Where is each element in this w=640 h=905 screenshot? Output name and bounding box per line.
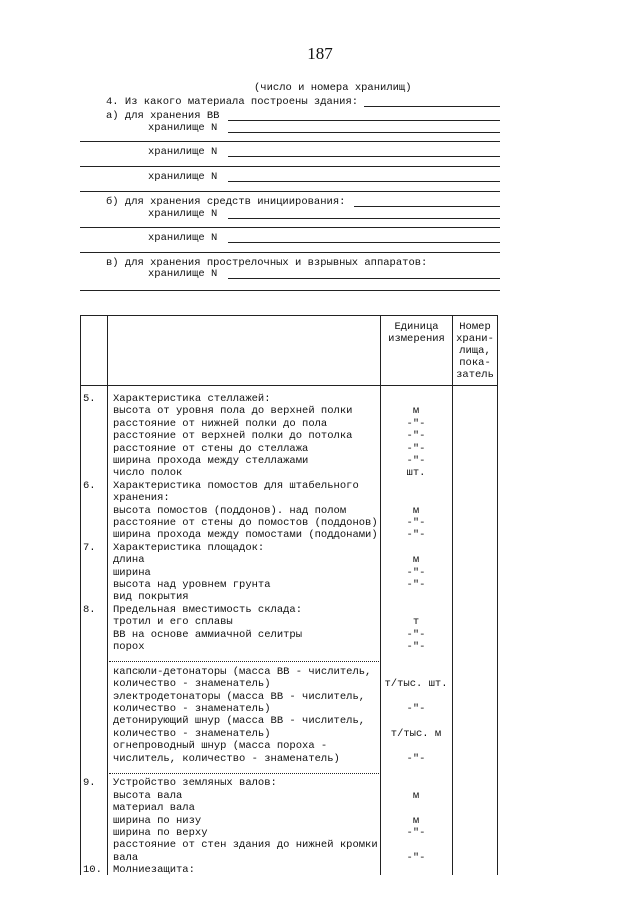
row-unit: т — [412, 616, 420, 629]
row-unit: -"- — [406, 628, 426, 641]
row-text: Предельная вместимость склада: — [113, 603, 303, 616]
table-row — [80, 827, 498, 839]
table-row — [80, 616, 498, 628]
row-text: ширина прохода между стеллажами — [113, 455, 309, 467]
row-text: Молниезащита: — [113, 864, 195, 877]
header-unit-line-1: Единица — [394, 321, 439, 333]
row-unit: -"- — [406, 529, 426, 542]
row-text: хранения: — [113, 492, 170, 505]
row-text: число полок — [113, 467, 183, 480]
row-text: количество - знаменатель) — [113, 703, 271, 715]
table-row — [80, 777, 498, 789]
dotted-separator — [109, 661, 379, 662]
storage-4-blank-line[interactable] — [80, 227, 500, 228]
section-b-blank[interactable] — [354, 206, 500, 207]
row-text: количество - знаменатель) — [113, 727, 271, 740]
row-text: Устройство земляных валов: — [113, 777, 277, 790]
row-text: расстояние от стены до помостов (поддонов) — [113, 517, 378, 529]
row-unit: м — [412, 504, 420, 517]
row-unit: -"- — [406, 417, 426, 430]
table-row — [80, 691, 498, 703]
row-unit: -"- — [406, 579, 426, 591]
table-row — [80, 728, 498, 740]
storage-5-blank[interactable] — [228, 242, 500, 243]
storage-5-blank-line[interactable] — [80, 252, 500, 253]
row-text: Характеристика помостов для штабельного — [113, 479, 359, 492]
row-unit: м — [412, 554, 420, 567]
row-number: 10. — [83, 864, 102, 877]
row-text: огнепроводный шнур (масса пороха - — [113, 740, 328, 753]
table-row — [80, 443, 498, 455]
table-row — [80, 629, 498, 641]
row-text: длина — [113, 554, 145, 567]
storage-1-blank-line[interactable] — [80, 141, 500, 142]
row-text: тротил и его сплавы — [113, 616, 233, 629]
row-number: 9. — [83, 777, 96, 790]
table-row — [80, 591, 498, 603]
row-text: ВВ на основе аммиачной селитры — [113, 628, 303, 641]
storage-2-blank-line[interactable] — [80, 166, 500, 167]
section-a-label: а) для хранения ВВ — [106, 110, 220, 122]
table-row — [80, 815, 498, 827]
table-row — [80, 678, 498, 690]
table-row — [80, 467, 498, 479]
header-num-line-3: лища, — [459, 345, 491, 357]
row-text: расстояние от стены до стеллажа — [113, 442, 309, 455]
row-unit: -"- — [406, 827, 426, 839]
table-row — [80, 542, 498, 554]
table-row — [80, 852, 498, 864]
row-text: ширина прохода между помостами (поддонами) — [113, 529, 378, 542]
row-text: высота от уровня пола до верхней полки — [113, 405, 353, 418]
question-4: 4. Из какого материала построены здания: — [106, 96, 359, 108]
header-unit-line-2: измерения — [388, 333, 445, 345]
row-unit: -"- — [406, 641, 426, 653]
storage-2-label: хранилище N — [148, 146, 218, 158]
row-unit: -"- — [406, 455, 426, 467]
section-v-label: в) для хранения прострелочных и взрывных аппаратов: — [106, 257, 428, 269]
header-bottom-border — [80, 385, 498, 386]
row-unit: м — [412, 405, 420, 418]
table-row — [80, 864, 498, 876]
storage-4-label: хранилище N — [148, 208, 218, 220]
table-row — [80, 393, 498, 405]
storage-3-blank-line[interactable] — [80, 191, 500, 192]
question-4-blank[interactable] — [364, 106, 500, 107]
storage-6-label: хранилище N — [148, 268, 218, 280]
row-unit: -"- — [406, 566, 426, 579]
row-text: порох — [113, 641, 145, 653]
table-row — [80, 765, 498, 777]
table-row — [80, 753, 498, 765]
section-b-label: б) для хранения средств инициирования: — [106, 196, 346, 208]
table-row — [80, 517, 498, 529]
row-unit: шт. — [406, 467, 426, 480]
row-unit: т/тыс. шт. — [384, 678, 448, 691]
storage-4-blank[interactable] — [228, 218, 500, 219]
row-text: материал вала — [113, 802, 195, 815]
row-unit: -"- — [406, 430, 426, 443]
row-text: ширина по верху — [113, 827, 208, 839]
row-text: ширина — [113, 566, 151, 579]
header-num-line-1: Номер — [459, 321, 491, 333]
row-text: числитель, количество - знаменатель) — [113, 752, 340, 765]
table-row — [80, 455, 498, 467]
storage-1-blank[interactable] — [228, 132, 500, 133]
header-num-line-2: храни- — [456, 333, 494, 345]
row-text: расстояние от верхней полки до потолка — [113, 430, 353, 443]
table-row — [80, 492, 498, 504]
row-number: 7. — [83, 541, 96, 554]
row-unit: -"- — [406, 703, 426, 715]
row-text: Характеристика стеллажей: — [113, 393, 271, 405]
row-text: высота вала — [113, 789, 183, 802]
row-number: 8. — [83, 603, 96, 616]
row-text: ширина по низу — [113, 814, 202, 827]
row-unit: -"- — [406, 517, 426, 529]
table-row — [80, 790, 498, 802]
storage-2-blank[interactable] — [228, 156, 500, 157]
row-unit: м — [412, 814, 420, 827]
storage-5-label: хранилище N — [148, 232, 218, 244]
storage-6-blank-line[interactable] — [80, 290, 500, 291]
table-row — [80, 802, 498, 814]
table-row — [80, 641, 498, 653]
section-a-blank[interactable] — [228, 120, 500, 121]
table-row — [80, 653, 498, 665]
row-text: детонирующий шнур (масса ВВ - числитель, — [113, 715, 366, 728]
row-number: 6. — [83, 479, 96, 492]
storage-1-label: хранилище N — [148, 122, 218, 134]
table-row — [80, 839, 498, 851]
table-row — [80, 579, 498, 591]
row-text: капсюли-детонаторы (масса ВВ - числитель, — [113, 665, 372, 678]
storage-3-label: хранилище N — [148, 171, 218, 183]
row-text: высота над уровнем грунта — [113, 579, 271, 591]
row-text: высота помостов (поддонов). над полом — [113, 504, 347, 517]
header-unit — [381, 321, 452, 345]
row-unit: т/тыс. м — [390, 727, 442, 740]
row-unit: -"- — [406, 442, 426, 455]
table-row — [80, 505, 498, 517]
storage-3-blank[interactable] — [228, 181, 500, 182]
table-row — [80, 703, 498, 715]
page-number: 187 — [307, 44, 333, 63]
table-row — [80, 604, 498, 616]
table-row — [80, 567, 498, 579]
row-text: количество - знаменатель) — [113, 678, 271, 691]
characteristics-table — [80, 315, 498, 875]
table-row — [80, 418, 498, 430]
table-top-border — [80, 315, 498, 316]
row-text: расстояние от нижней полки до пола — [113, 417, 328, 430]
row-text: электродетонаторы (масса ВВ - числитель, — [113, 690, 366, 703]
table-row — [80, 529, 498, 541]
table-row — [80, 715, 498, 727]
row-text: Характеристика площадок: — [113, 541, 265, 554]
row-text: расстояние от стен здания до нижней кромки — [113, 839, 378, 852]
storage-count-caption: (число и номера хранилищ) — [254, 82, 412, 94]
table-row — [80, 740, 498, 752]
header-storage-number — [453, 321, 497, 381]
header-num-line-4: пока- — [459, 357, 491, 369]
storage-6-blank[interactable] — [228, 278, 500, 279]
header-num-line-5: затель — [456, 369, 494, 381]
row-unit: -"- — [406, 752, 426, 765]
table-row — [80, 430, 498, 442]
row-number: 5. — [83, 393, 96, 405]
row-text: вид покрытия — [113, 591, 189, 604]
row-unit: м — [412, 789, 420, 802]
table-row — [80, 666, 498, 678]
table-row — [80, 480, 498, 492]
row-text: вала — [113, 851, 139, 864]
table-row — [80, 554, 498, 566]
row-unit: -"- — [406, 851, 426, 864]
dotted-separator — [109, 773, 379, 774]
table-row — [80, 405, 498, 417]
